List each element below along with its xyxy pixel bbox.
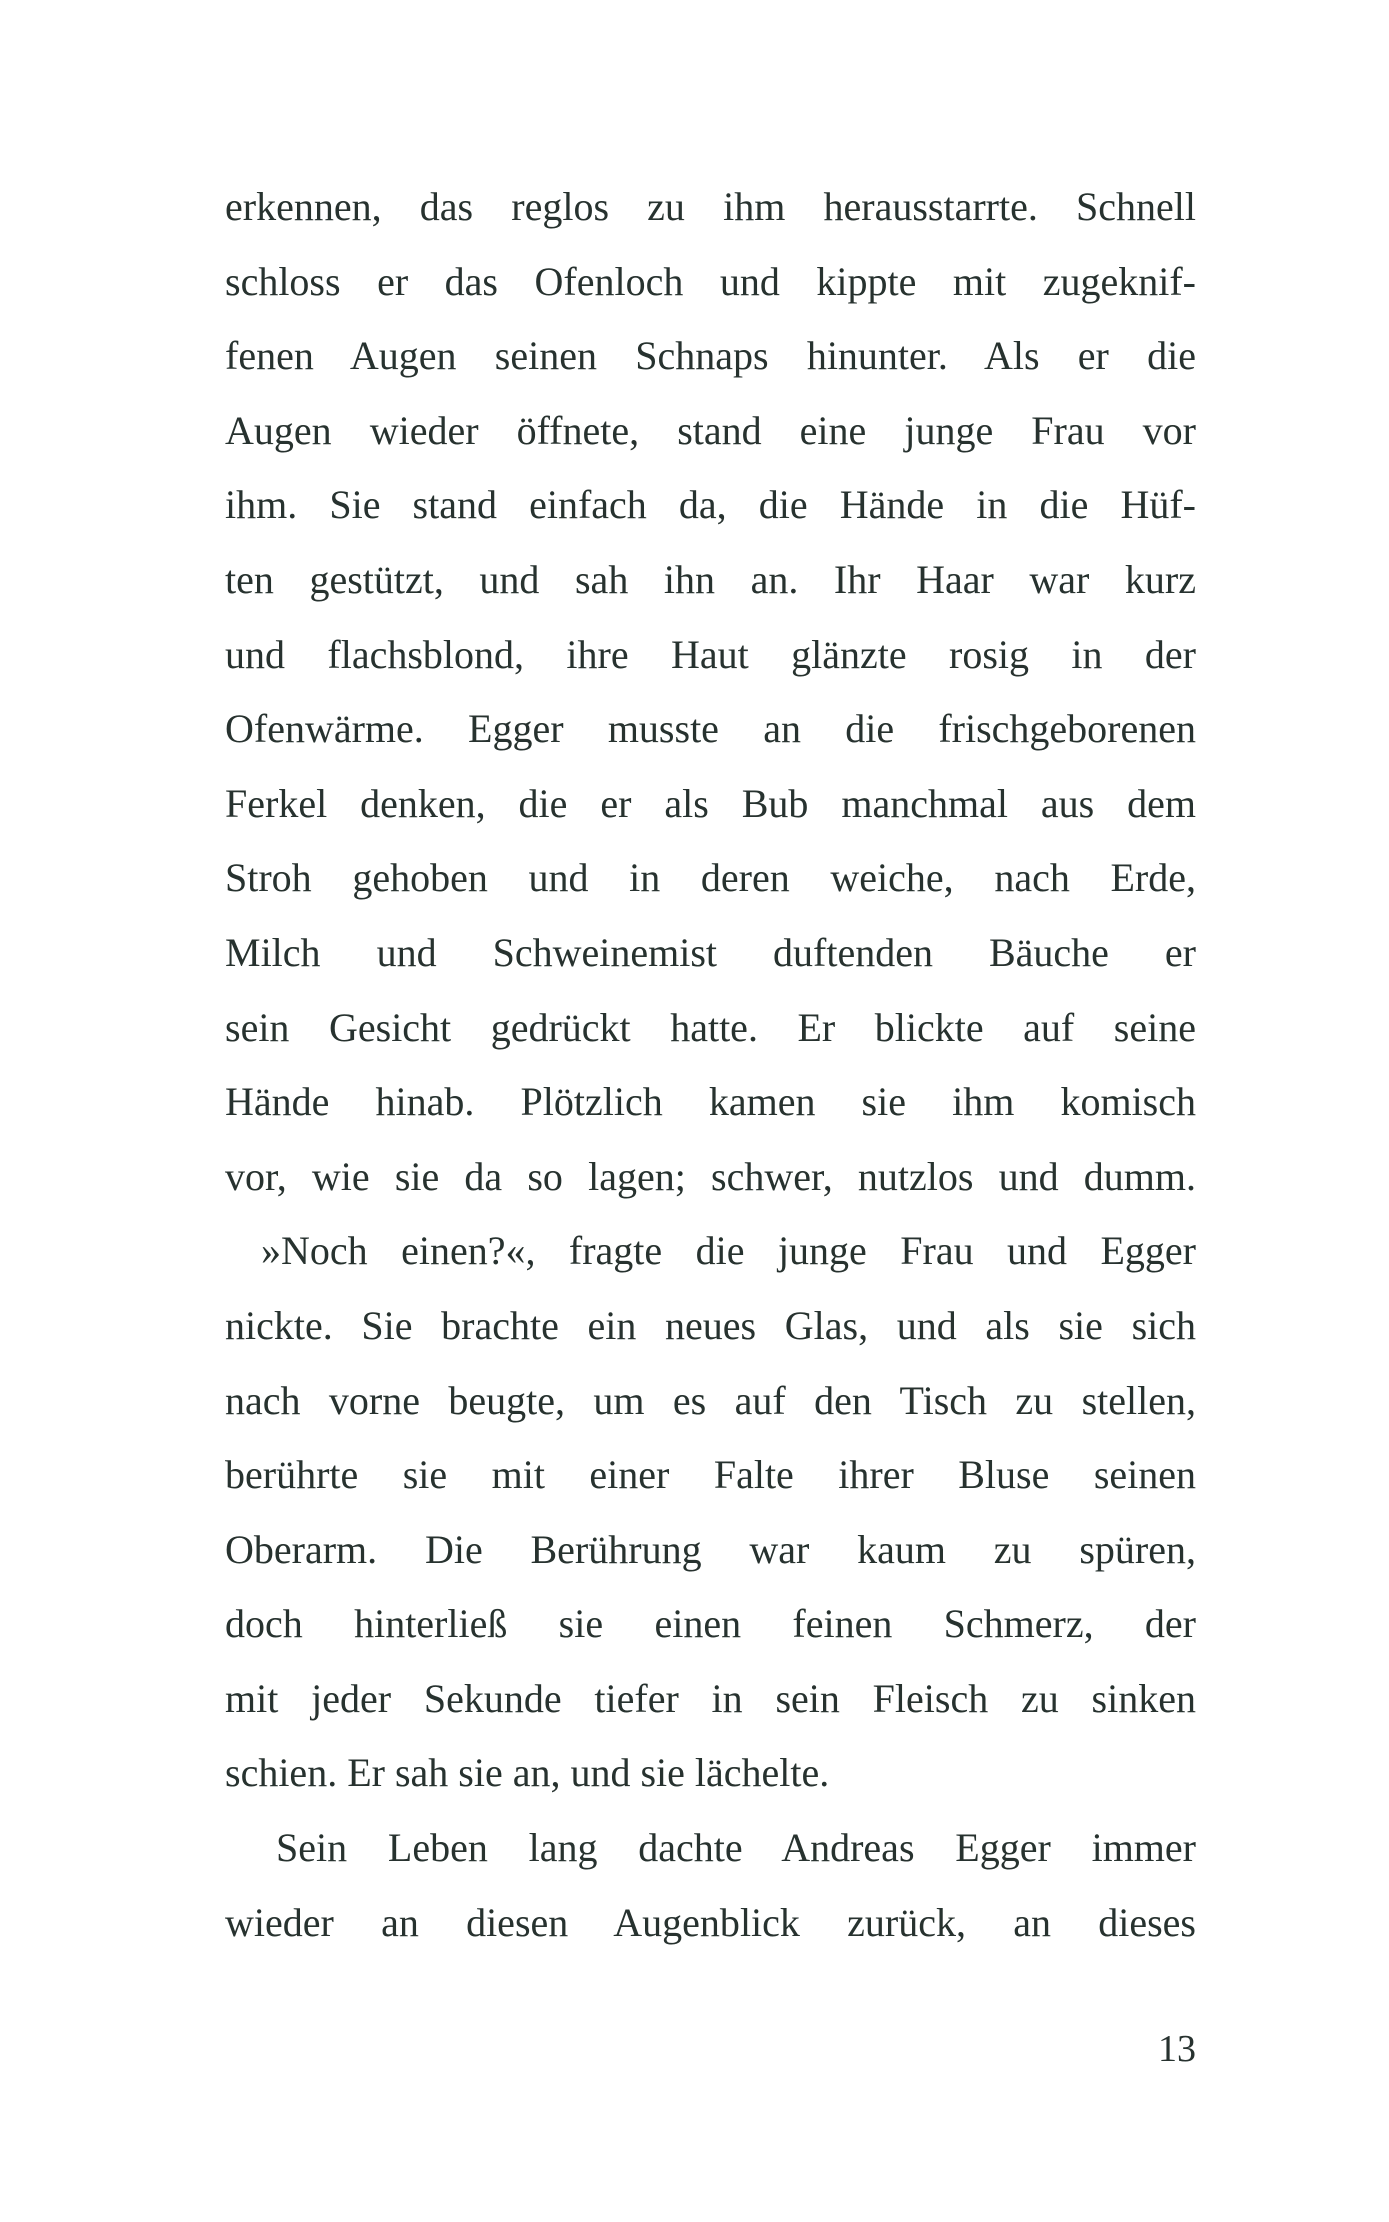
text-line: Oberarm. Die Berührung war kaum zu spüren, (225, 1526, 1196, 1572)
paragraph-end-line: schien. Er sah sie an, und sie lächelte. (225, 1750, 830, 1796)
text-line: Ofenwärme. Egger musste an die frischgeborenen (225, 706, 1196, 752)
text-line: ten gestützt, und sah ihn an. Ihr Haar war kurz (225, 556, 1196, 602)
text-line: Ferkel denken, die er als Bub manchmal aus dem (225, 780, 1196, 826)
text-line: nickte. Sie brachte ein neues Glas, und als sie sich (225, 1302, 1196, 1348)
text-line: erkennen, das reglos zu ihm herausstarrte. Schnell (225, 184, 1196, 229)
text-line: Hände hinab. Plötzlich kamen sie ihm komisch (225, 1079, 1196, 1125)
text-line: Stroh gehoben und in deren weiche, nach Erde, (225, 855, 1196, 901)
text-line: vor, wie sie da so lagen; schwer, nutzlos und dumm. (225, 1153, 1196, 1199)
text-line: Augen wieder öffnete, stand eine junge Frau vor (225, 407, 1196, 453)
paragraph-start-line: Sein Leben lang dachte Andreas Egger immer (276, 1825, 1196, 1871)
text-line: berührte sie mit einer Falte ihrer Bluse seinen (225, 1452, 1196, 1498)
text-line: nach vorne beugte, um es auf den Tisch zu stellen, (225, 1377, 1196, 1423)
text-line: schloss er das Ofenloch und kippte mit zugeknif- (225, 258, 1196, 304)
paragraph-start-line: »Noch einen?«, fragte die junge Frau und Egger (261, 1228, 1196, 1274)
text-line: sein Gesicht gedrückt hatte. Er blickte auf seine (225, 1004, 1196, 1050)
text-line: fenen Augen seinen Schnaps hinunter. Als er die (225, 333, 1196, 379)
text-line: und flachsblond, ihre Haut glänzte rosig in der (225, 631, 1196, 677)
text-line: ihm. Sie stand einfach da, die Hände in die Hüf- (225, 482, 1196, 528)
text-line: doch hinterließ sie einen feinen Schmerz, der (225, 1601, 1196, 1647)
body-text (225, 170, 1196, 1960)
page-number: 13 (1158, 2028, 1196, 2070)
text-line: mit jeder Sekunde tiefer in sein Fleisch zu sinken (225, 1675, 1196, 1721)
text-line: wieder an diesen Augenblick zurück, an dieses (225, 1899, 1196, 1945)
text-line: Milch und Schweinemist duftenden Bäuche er (225, 929, 1196, 975)
